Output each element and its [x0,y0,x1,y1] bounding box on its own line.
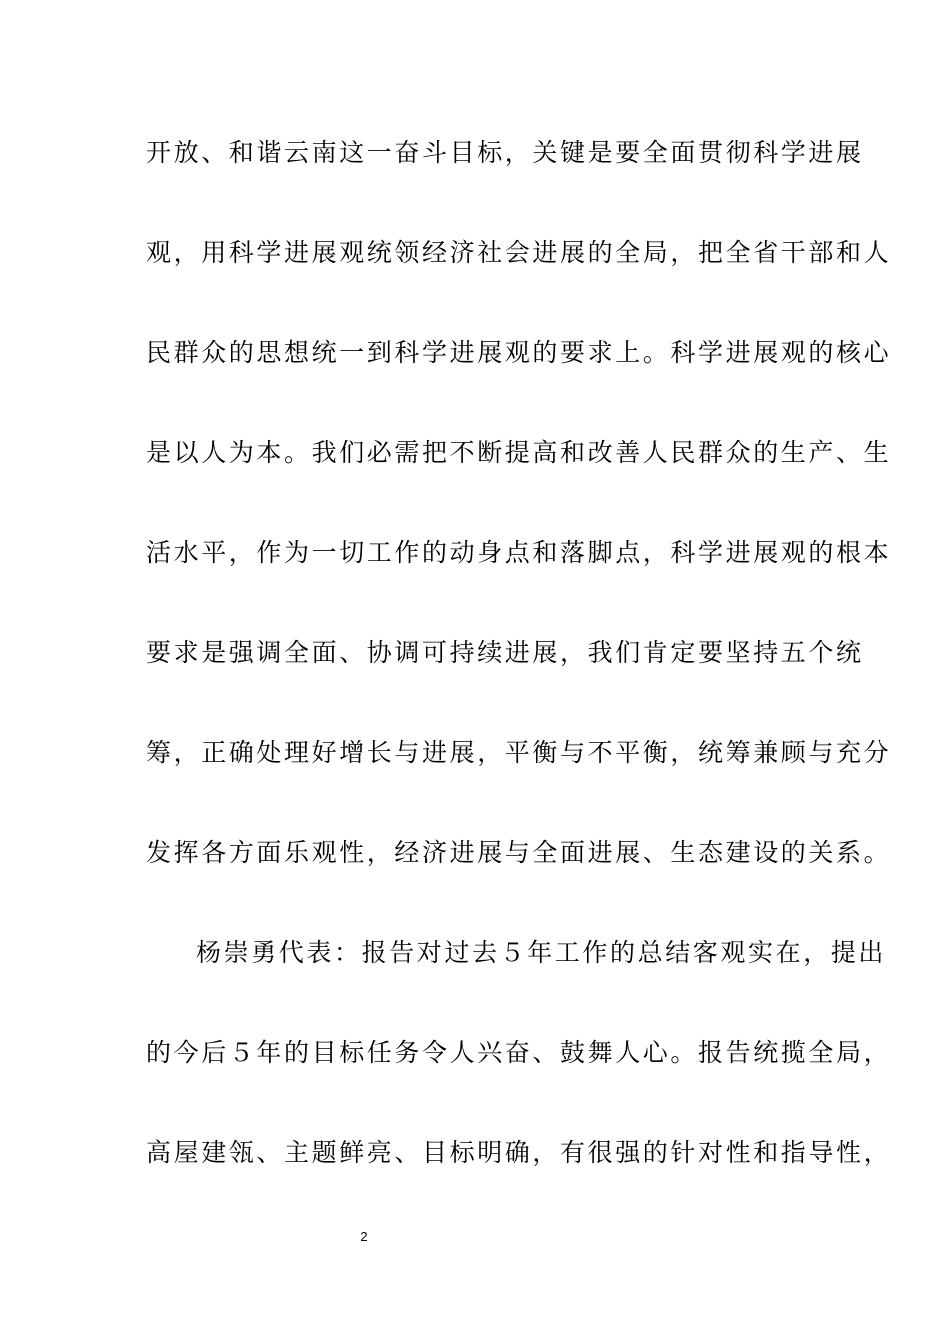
paragraph-line: 民群众的思想统一到科学进展观的要求上。科学进展观的核心 [146,338,892,367]
paragraph-line: 的今后５年的目标任务令人兴奋、鼓舞人心。报告统揽全局， [146,1038,892,1067]
paragraph-line: 杨崇勇代表：报告对过去５年工作的总结客观实在，提出 [196,938,887,967]
paragraph-line: 高屋建瓴、主题鲜亮、目标明确，有很强的针对性和指导性， [146,1138,892,1167]
paragraph-line: 开放、和谐云南这一奋斗目标，关键是要全面贯彻科学进展 [146,138,864,167]
paragraph-line: 活水平，作为一切工作的动身点和落脚点，科学进展观的根本 [146,538,892,567]
page-number: 2 [360,1229,368,1244]
paragraph-line: 观，用科学进展观统领经济社会进展的全局，把全省干部和人 [146,238,892,267]
paragraph-line: 发挥各方面乐观性，经济进展与全面进展、生态建设的关系。 [146,838,892,867]
paragraph-line: 要求是强调全面、协调可持续进展，我们肯定要坚持五个统 [146,638,864,667]
paragraph-line: 筹，正确处理好增长与进展，平衡与不平衡，统筹兼顾与充分 [146,738,892,767]
paragraph-line: 是以人为本。我们必需把不断提高和改善人民群众的生产、生 [146,438,892,467]
